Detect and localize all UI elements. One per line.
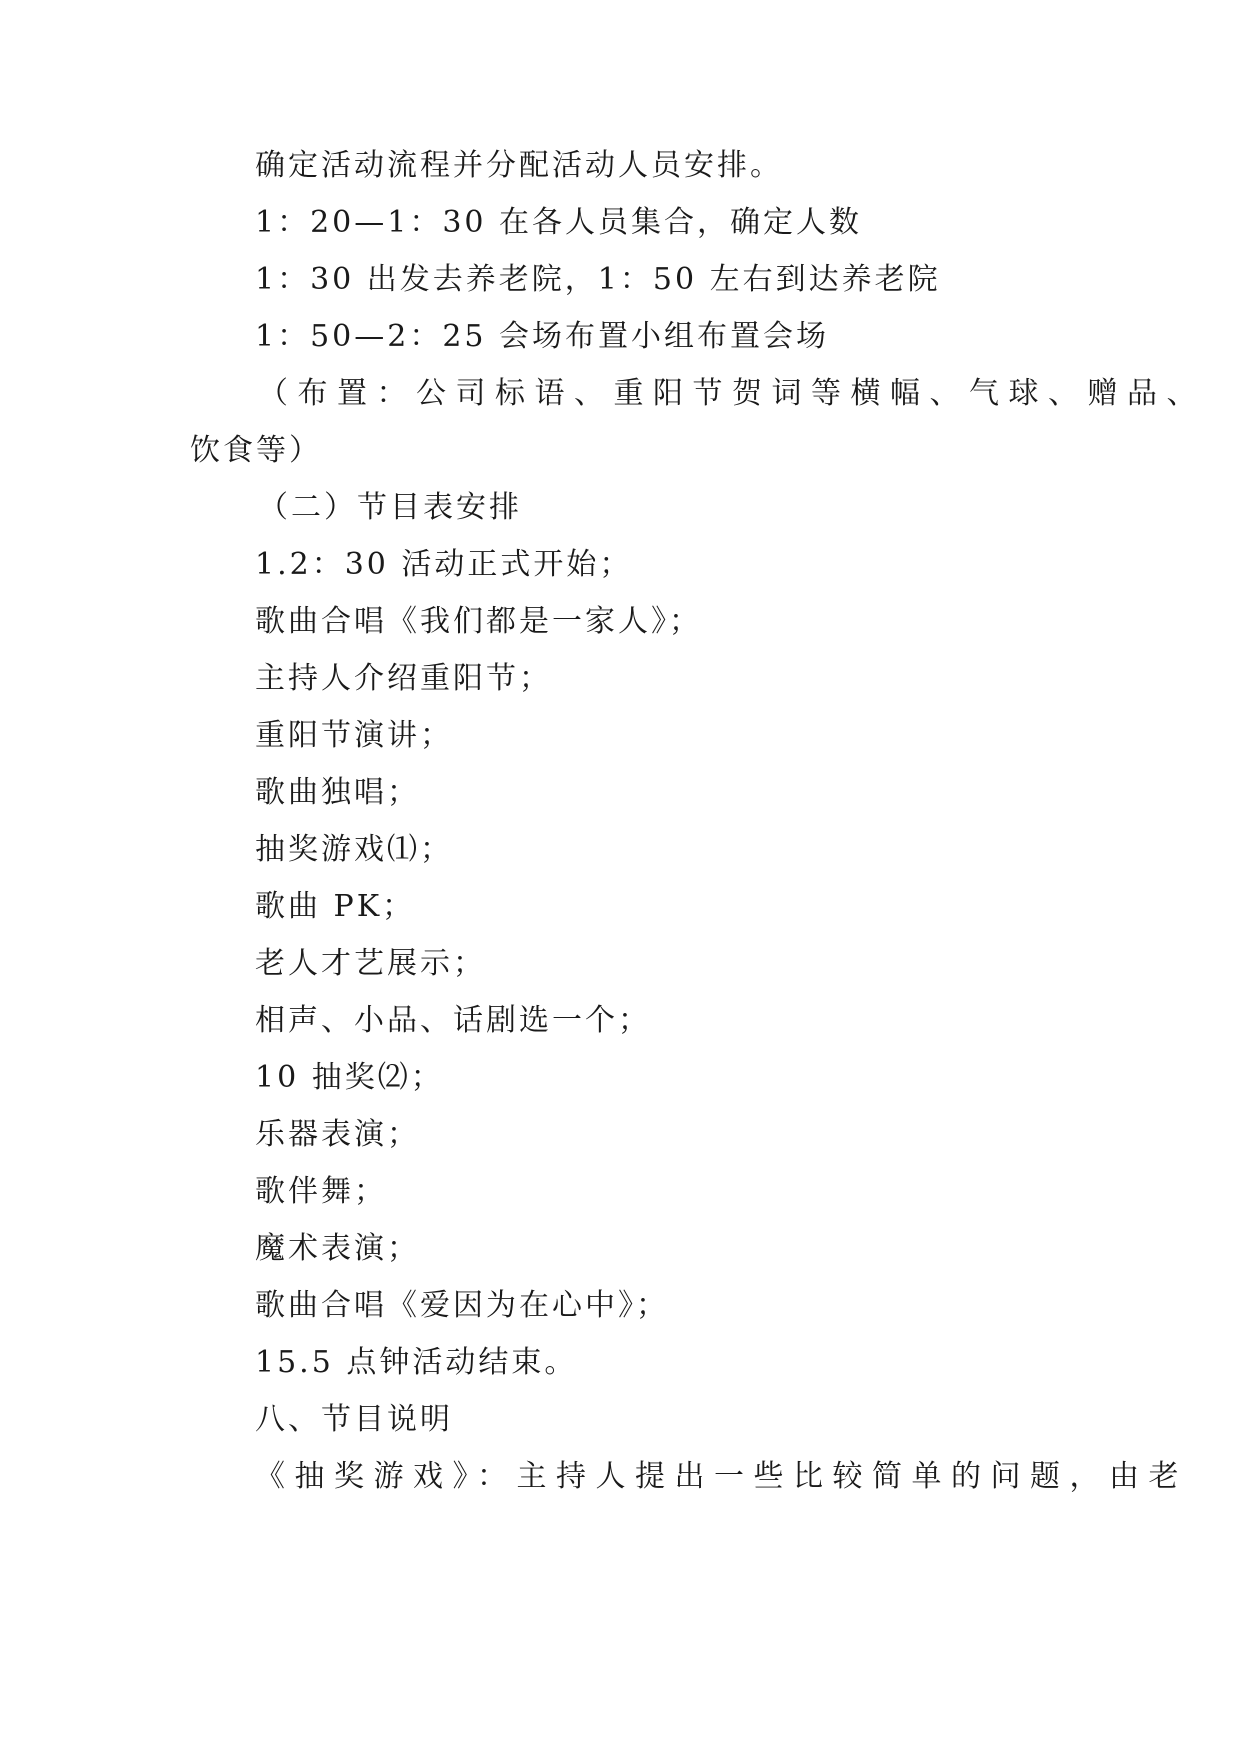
paragraph-line: 确定活动流程并分配活动人员安排。: [255, 148, 783, 183]
list-item: 歌曲合唱《我们都是一家人》；: [255, 604, 702, 639]
list-item: 主持人介绍重阳节；: [255, 661, 552, 696]
list-item: 歌曲合唱《爱因为在心中》；: [255, 1288, 669, 1323]
list-item: 15.5 点钟活动结束。: [255, 1345, 578, 1380]
paragraph-line: 1：50—2：25 会场布置小组布置会场: [255, 319, 830, 354]
paragraph-line: 饮食等）: [190, 433, 322, 468]
paragraph-line: （布置：公司标语、重阳节贺词等横幅、气球、赠品、: [258, 376, 1206, 411]
list-item: 乐器表演；: [255, 1117, 420, 1152]
list-item: 抽奖游戏⑴；: [255, 832, 453, 867]
list-item: 歌曲 PK；: [255, 889, 416, 924]
section-heading: 八、节目说明: [255, 1402, 453, 1437]
list-item: 1.2：30 活动正式开始；: [255, 547, 633, 582]
list-item: 相声、小品、话剧选一个；: [255, 1003, 651, 1038]
list-item: 歌伴舞；: [255, 1174, 387, 1209]
section-heading: （二）节目表安排: [258, 490, 522, 525]
list-item: 10 抽奖⑵；: [255, 1060, 444, 1095]
list-item: 魔术表演；: [255, 1231, 420, 1266]
paragraph-line: 1：30 出发去养老院，1：50 左右到达养老院: [255, 262, 941, 297]
paragraph-line: 《抽奖游戏》：主持人提出一些比较简单的问题，由老: [255, 1459, 1188, 1494]
list-item: 歌曲独唱；: [255, 775, 420, 810]
list-item: 重阳节演讲；: [255, 718, 453, 753]
list-item: 老人才艺展示；: [255, 946, 486, 981]
paragraph-line: 1：20—1：30 在各人员集合，确定人数: [255, 205, 863, 240]
